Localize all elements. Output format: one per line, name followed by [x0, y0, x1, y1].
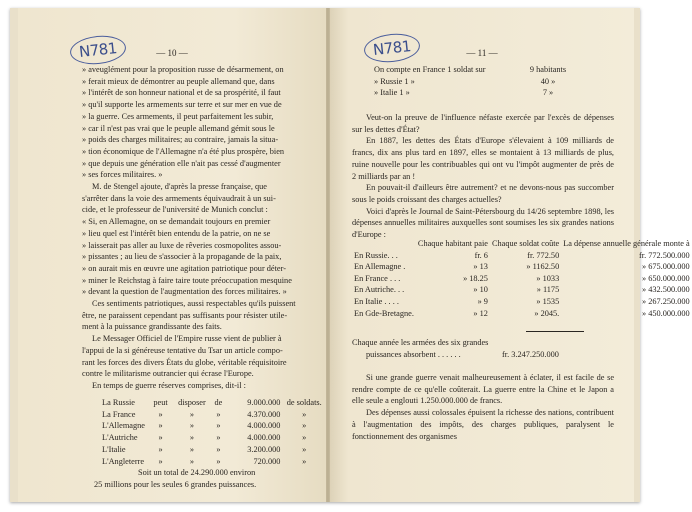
- expense-cell-c: » 675.000.000: [641, 262, 690, 272]
- table-cell-unit: »: [302, 444, 307, 454]
- text-line: s'arrêter dans la voie des armements équivaudrait à un sui-: [82, 193, 276, 203]
- right-body-text: [352, 112, 614, 241]
- table-cell-col1: »: [158, 409, 163, 419]
- text-line: » pissantes ; au lieu de s'associer à la propagande de la paix,: [82, 252, 282, 262]
- table-cell-value: 4.000.000: [247, 433, 281, 443]
- text-line: Le Messager Officiel de l'Empire russe vient de publier à: [92, 334, 282, 344]
- table-cell-value: 4.000.000: [247, 421, 281, 431]
- table-cell-unit: »: [302, 433, 307, 443]
- open-booklet: [10, 8, 690, 502]
- table-cell-col2: disposer: [178, 398, 206, 407]
- table-cell-col2: »: [189, 421, 194, 431]
- text-line: l'appui de la si généreuse tentative du Tsar un article compo-: [82, 345, 283, 355]
- table-row: [100, 432, 326, 444]
- expense-cell-c: » 432.500.000: [641, 285, 690, 295]
- final-line: 25 millions pour les seules 6 grandes puissances.: [94, 480, 257, 489]
- text-line: » tion économique de l'Allemagne n'a été plus prospère, bien: [82, 146, 285, 156]
- header-per-soldier: Chaque soldat coûte: [491, 239, 560, 248]
- expense-cell-b: » 1033: [536, 273, 560, 283]
- table-cell-unit: »: [302, 421, 307, 431]
- table-cell-col1: »: [158, 444, 163, 454]
- expense-cell-a: » 18.25: [463, 273, 488, 283]
- table-cell-col1: »: [158, 433, 163, 443]
- paragraph: En 1887, les dettes des États d'Europe s'élevaient à 109 milliards de francs, dix ans plus tard en 1897, elles se montaient à 13 milliards de plus, ruine nouvelle pour les contribuables qui ont vu l'impôt augmenter de près de 2 milliards par an !: [352, 136, 614, 181]
- table-row: [100, 456, 326, 468]
- table-cell-value: 4.370.000: [247, 409, 281, 419]
- text-line: être, ne paraissent cependant pas suffisants pour résister utile-: [82, 310, 288, 320]
- table-cell-col3: »: [216, 433, 221, 443]
- right-closing-text: [352, 372, 614, 442]
- expense-cell-c: fr. 772.500.000: [639, 250, 690, 260]
- table-cell-country: La France: [102, 409, 136, 419]
- table-cell-col2: »: [189, 433, 194, 443]
- expense-cell-b: » 1175: [536, 285, 560, 295]
- expense-cell-b: » 2045.: [534, 308, 560, 318]
- ratio-row: [372, 64, 580, 76]
- table-cell-col3: »: [216, 456, 221, 466]
- text-line: » aveuglément pour la proposition russe de désarmement, on: [82, 65, 284, 74]
- expense-cell-a: » 9: [477, 296, 488, 306]
- table-row: [100, 397, 326, 409]
- soldiers-table: [100, 397, 326, 467]
- left-body-text: [82, 64, 304, 392]
- expense-cell-b: fr. 772.50: [527, 250, 560, 260]
- expense-cell-c: » 267.250.000: [641, 296, 690, 306]
- table-cell-country: L'Angleterre: [102, 456, 145, 466]
- ratio-table: [372, 64, 580, 99]
- header-per-inhabitant: Chaque habitant paie: [417, 239, 488, 248]
- text-line: » qu'il supporte les armements sur terre et sur mer en vue de: [82, 100, 282, 110]
- header-annual-total: La dépense annuelle générale monte à: [563, 239, 690, 248]
- page-number-left: — 10 —: [156, 48, 188, 58]
- table-cell-col3: »: [216, 421, 221, 431]
- table-cell-country: L'Italie: [102, 444, 126, 454]
- ratio-cell-a: » Russie 1 »: [374, 76, 415, 86]
- paragraph: Veut-on la preuve de l'influence néfaste exercée par l'excès de dépenses sur les dettes d'État?: [352, 113, 614, 134]
- expense-row: [352, 308, 692, 320]
- expense-row: [352, 250, 692, 262]
- table-cell-col1: peut: [153, 398, 168, 407]
- table-row: [100, 444, 326, 456]
- ratio-cell-b: 7 »: [542, 88, 554, 98]
- text-line: » on aurait mis en œuvre une agitation patriotique pour déter-: [82, 263, 286, 273]
- armies-line1: Chaque année les armées des six grandes: [352, 338, 489, 347]
- table-cell-col3: de: [214, 398, 223, 407]
- total-line: Soit un total de 24.290.000 environ: [138, 468, 256, 477]
- text-line: » ferait mieux de démontrer au peuple allemand que, dans: [82, 76, 275, 86]
- paragraph: En pouvait-il d'ailleurs être autrement? et ne devons-nous pas succomber sous le poids croissant des charges actuelles?: [352, 183, 614, 204]
- ratio-cell-b: 40 »: [540, 76, 556, 86]
- left-page: [18, 8, 326, 502]
- table-cell-col2: »: [189, 456, 194, 466]
- expense-cell-country: En Gde-Bretagne.: [354, 308, 414, 318]
- armies-total: fr. 3.247.250.000: [502, 350, 559, 359]
- expense-cell-a: fr. 6: [474, 250, 488, 260]
- table-cell-col1: »: [158, 421, 163, 431]
- text-line: » car il n'est pas vrai que le peuple allemand gémit sous le: [82, 123, 275, 133]
- expense-cell-country: En Italie . . . .: [354, 296, 399, 306]
- paragraph: Des dépenses aussi colossales épuisent la richesse des nations, contribuent à l'augmentation des impôts, des charges publiques, paralysent le fonctionnement des organismes: [352, 408, 614, 441]
- expense-row: [352, 273, 692, 285]
- page-number-right: — 11 —: [466, 48, 498, 58]
- table-cell-value: 3.200.000: [247, 444, 281, 454]
- ratio-row: [372, 87, 580, 99]
- armies-line2: puissances absorbent . . . . . .: [366, 350, 461, 359]
- table-cell-col1: »: [158, 456, 163, 466]
- text-line: » miner le Reichstag à faire taire toute préoccupation mesquine: [82, 275, 292, 285]
- expense-cell-a: » 12: [473, 308, 488, 318]
- table-cell-country: L'Autriche: [102, 433, 138, 443]
- expenses-table: [352, 238, 692, 319]
- table-cell-unit: »: [302, 456, 307, 466]
- ratio-cell-b: 9 habitants: [529, 65, 567, 74]
- text-line: rant les forces des divers États du globe, véritable réquisitoire: [82, 357, 287, 367]
- text-line: » ses forces militaires. »: [82, 170, 163, 180]
- text-line: cide, et le professeur de l'université de Munich conclut :: [82, 205, 268, 215]
- ratio-row: [372, 76, 580, 88]
- ratio-cell-a: » Italie 1 »: [374, 88, 410, 98]
- table-cell-col2: »: [189, 409, 194, 419]
- text-line: » devant la question de l'augmentation des forces militaires. »: [82, 287, 287, 297]
- expense-cell-a: » 13: [473, 262, 488, 272]
- right-page: [330, 8, 690, 502]
- table-cell-col3: »: [216, 444, 221, 454]
- archive-stamp-left: N781: [69, 33, 127, 67]
- expense-cell-c: » 450.000.000: [641, 308, 690, 318]
- table-cell-unit: de soldats.: [286, 398, 322, 407]
- expense-cell-country: En Autriche. . .: [354, 285, 405, 295]
- ratio-cell-a: On compte en France 1 soldat sur: [374, 65, 486, 74]
- table-row: [100, 409, 326, 421]
- text-line: contre le militarisme outrancier qui écrase l'Europe.: [82, 369, 254, 379]
- text-line: » lieu quel est l'intérêt bien entendu de la patrie, on ne se: [82, 228, 271, 238]
- table-cell-col2: »: [189, 444, 194, 454]
- text-line: » poids des charges militaires; au contraire, jamais la situa-: [82, 135, 279, 145]
- expense-cell-a: » 10: [473, 285, 488, 295]
- archive-stamp-right: N781: [363, 31, 421, 65]
- expense-cell-b: » 1535: [536, 296, 560, 306]
- table-row: [100, 420, 326, 432]
- text-line: M. de Stengel ajoute, d'après la presse française, que: [92, 182, 267, 192]
- text-line: « Si, en Allemagne, on se demandait toujours en premier: [82, 217, 271, 227]
- table-cell-value: 9.000.000: [247, 398, 281, 407]
- expense-cell-country: En Russie. . .: [354, 250, 398, 260]
- table-cell-unit: »: [302, 409, 307, 419]
- table-cell-country: L'Allemagne: [102, 421, 145, 431]
- text-line: Ces sentiments patriotiques, aussi respectables qu'ils puissent: [92, 299, 296, 309]
- text-line: » l'intérêt de son honneur national et de sa prospérité, il faut: [82, 88, 281, 98]
- table-cell-country: La Russie: [102, 398, 135, 407]
- text-line: » laisserait pas aller au luxe de rêveries cosmopolites assou-: [82, 240, 282, 250]
- text-line: » la guerre. Ces armements, il peut parfaitement les subir,: [82, 111, 274, 121]
- table-cell-value: 720.000: [253, 456, 281, 466]
- table-cell-col3: »: [216, 409, 221, 419]
- expense-cell-b: » 1162.50: [526, 262, 560, 272]
- expense-cell-country: En Allemagne .: [354, 262, 406, 272]
- expense-row: [352, 284, 692, 296]
- table-rule: [526, 331, 584, 332]
- text-line: » que depuis une génération elle n'ait pas cessé d'augmenter: [82, 158, 281, 168]
- text-line: En temps de guerre réserves comprises, dit-il :: [92, 380, 246, 390]
- expense-cell-country: En France . . .: [354, 273, 401, 283]
- expense-row: [352, 296, 692, 308]
- paragraph: Voici d'après le Journal de Saint-Pétersbourg du 14/26 septembre 1898, les dépenses annuelles militaires auxquelles sont soumises les six grandes nations d'Europe :: [352, 206, 614, 240]
- paragraph: Si une grande guerre venait malheureusement à éclater, il est facile de se rendre compte de ce qu'elle coûterait. La guerre entre la Chine et le Japon a elle seule a englouti 1.250.000.000 de francs.: [352, 373, 614, 406]
- expense-cell-c: » 650.000.000: [641, 273, 690, 283]
- text-line: ment à la puissance grandissante des faits.: [82, 322, 222, 332]
- expense-row: [352, 261, 692, 273]
